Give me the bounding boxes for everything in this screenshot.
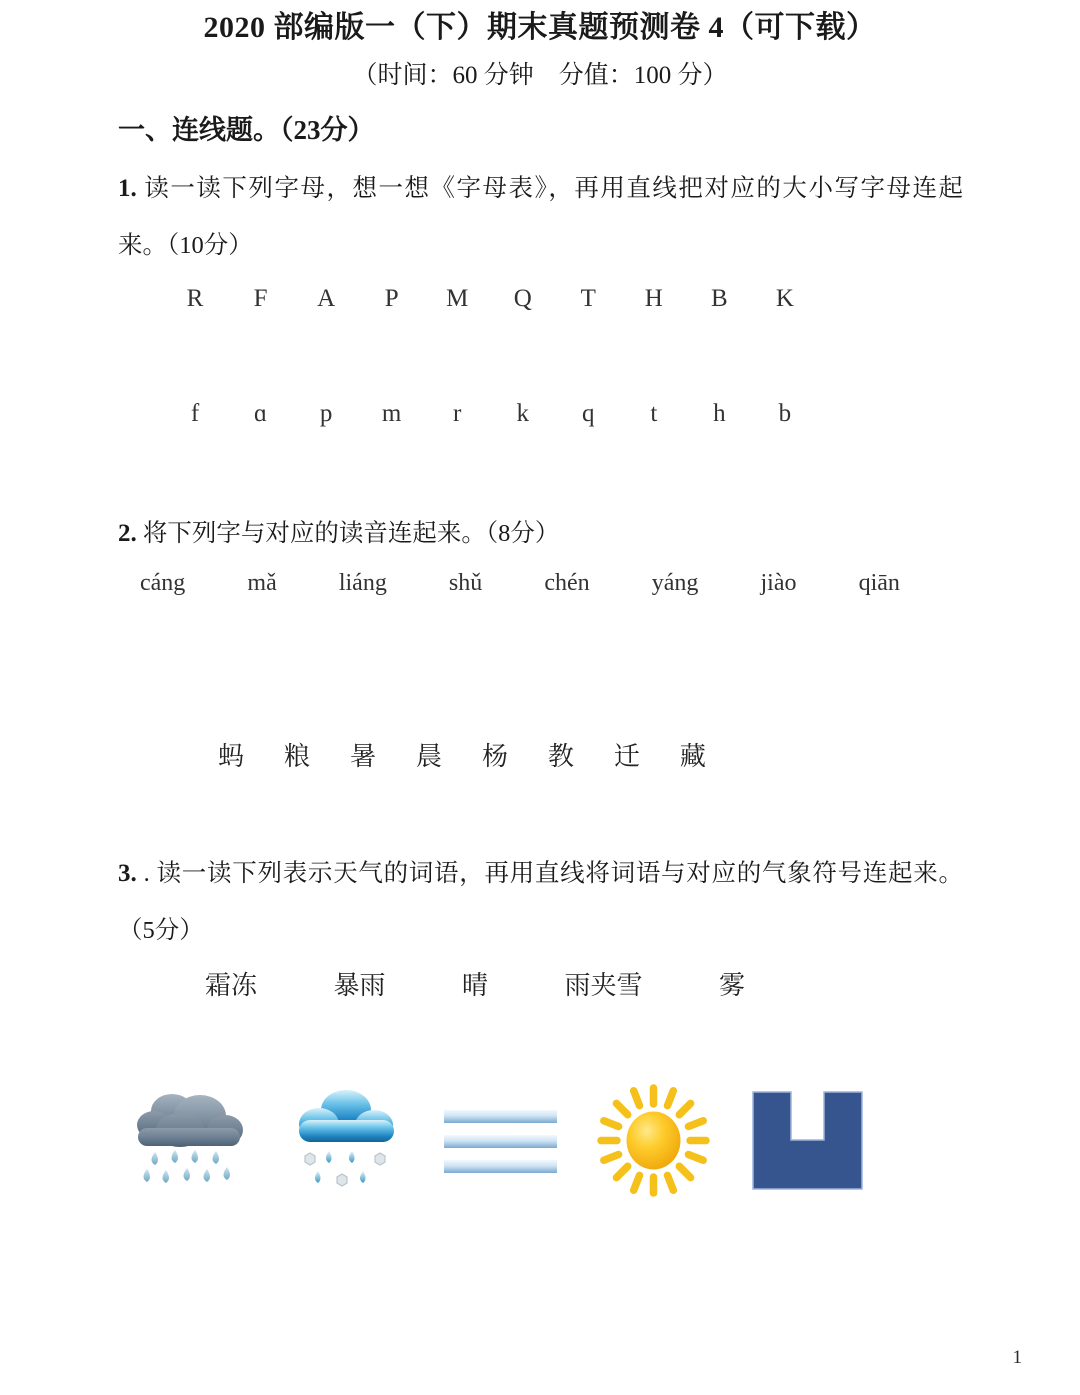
sun-icon bbox=[591, 1078, 716, 1203]
letter-uppercase: K bbox=[775, 285, 794, 312]
letter-lowercase: q bbox=[582, 400, 595, 427]
uppercase-letter-row bbox=[180, 285, 800, 313]
lowercase-letter-row bbox=[180, 400, 800, 428]
question-2-text: 将下列字与对应的读音连起来。（8分） bbox=[136, 520, 560, 547]
pinyin-item: qiān bbox=[858, 570, 900, 596]
letter-lowercase: b bbox=[778, 400, 792, 427]
character-row bbox=[218, 736, 706, 773]
pinyin-item: mǎ bbox=[247, 570, 277, 596]
letter-uppercase: P bbox=[384, 285, 399, 312]
letter-lowercase: k bbox=[516, 400, 529, 427]
question-3-number: 3. bbox=[118, 860, 137, 887]
question-1-number: 1. bbox=[118, 175, 137, 202]
character-item: 藏 bbox=[679, 742, 706, 771]
page-number: 1 bbox=[1012, 1347, 1022, 1368]
frost-u-symbol-icon bbox=[745, 1078, 870, 1203]
section-heading: 一、连线题。（23分） bbox=[118, 115, 375, 145]
letter-lowercase: f bbox=[190, 400, 200, 427]
question-2-number: 2. bbox=[118, 520, 137, 547]
character-item: 教 bbox=[547, 742, 574, 771]
weather-word-item: 霜冻 bbox=[205, 971, 258, 1000]
weather-word-item: 雾 bbox=[718, 971, 745, 1000]
letter-lowercase: ɑ bbox=[254, 400, 268, 427]
page-subtitle: （时间：60 分钟 分值：100 分） bbox=[352, 62, 728, 89]
letter-uppercase: F bbox=[253, 285, 268, 312]
pinyin-item: cáng bbox=[140, 570, 186, 596]
question-1-stem bbox=[118, 160, 963, 274]
letter-lowercase: t bbox=[650, 400, 658, 427]
heavy-rain-cloud-icon bbox=[130, 1078, 255, 1203]
letter-uppercase: T bbox=[580, 285, 596, 312]
character-item: 迁 bbox=[613, 742, 640, 771]
fog-bars-icon bbox=[438, 1078, 563, 1203]
character-item: 粮 bbox=[283, 742, 310, 771]
weather-word-item: 雨夹雪 bbox=[564, 971, 643, 1000]
letter-uppercase: A bbox=[317, 285, 336, 312]
pinyin-item: shǔ bbox=[448, 570, 483, 596]
sleet-cloud-icon bbox=[284, 1078, 409, 1203]
letter-lowercase: p bbox=[319, 400, 333, 427]
question-2-stem bbox=[118, 505, 963, 562]
pinyin-item: liáng bbox=[338, 570, 387, 596]
question-1-text: 读一读下列字母，想一想《字母表》，再用直线把对应的大小写字母连起来。（10分） bbox=[118, 175, 963, 259]
weather-word-row bbox=[205, 965, 745, 1002]
weather-symbol-row bbox=[130, 1078, 870, 1203]
pinyin-item: yáng bbox=[651, 570, 699, 596]
pinyin-item: chén bbox=[544, 570, 590, 596]
letter-uppercase: Q bbox=[513, 285, 532, 312]
letter-uppercase: H bbox=[644, 285, 663, 312]
pinyin-item: jiào bbox=[760, 570, 797, 596]
letter-uppercase: B bbox=[711, 285, 728, 312]
page-title: 2020 部编版一（下）期末真题预测卷 4（可下载） bbox=[203, 11, 877, 44]
question-3-text: . 读一读下列表示天气的词语，再用直线将词语与对应的气象符号连起来。（5分） bbox=[118, 860, 963, 944]
question-3-stem bbox=[118, 845, 963, 959]
character-item: 杨 bbox=[481, 742, 508, 771]
character-item: 晨 bbox=[415, 742, 442, 771]
weather-word-item: 晴 bbox=[461, 971, 488, 1000]
letter-lowercase: r bbox=[453, 400, 462, 427]
pinyin-row bbox=[140, 570, 900, 597]
weather-word-item: 暴雨 bbox=[333, 971, 386, 1000]
character-item: 暑 bbox=[349, 742, 376, 771]
letter-uppercase: M bbox=[446, 285, 469, 312]
letter-lowercase: h bbox=[713, 400, 726, 427]
letter-lowercase: m bbox=[381, 400, 402, 427]
character-item: 蚂 bbox=[218, 742, 245, 771]
letter-uppercase: R bbox=[186, 285, 204, 312]
